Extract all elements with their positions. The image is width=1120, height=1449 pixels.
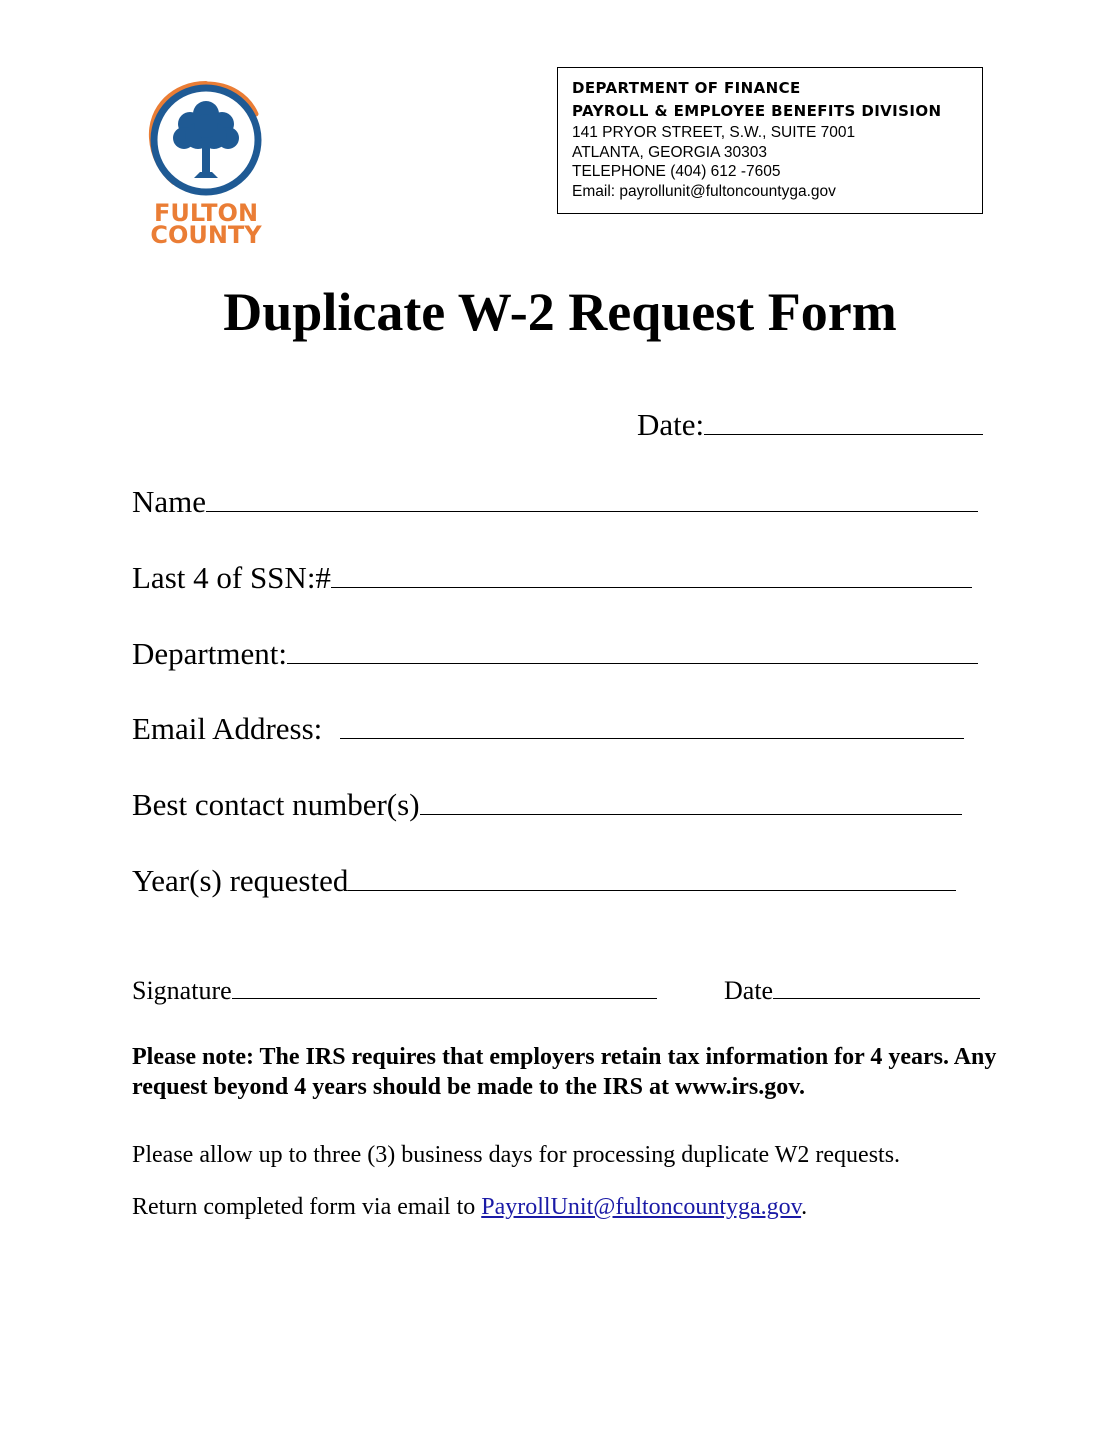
header-email: Email: payrollunit@fultoncountyga.gov <box>572 182 836 200</box>
telephone: TELEPHONE (404) 612 -7605 <box>572 163 781 180</box>
name-field[interactable] <box>132 481 978 520</box>
contact-line[interactable] <box>420 784 962 815</box>
email-field[interactable] <box>132 708 964 747</box>
ssn-label: Last 4 of SSN:# <box>132 560 331 595</box>
contact-label: Best contact number(s) <box>132 787 420 822</box>
logo-text-county: COUNTY <box>150 221 262 249</box>
payroll-email-link[interactable]: PayrollUnit@fultoncountyga.gov <box>481 1194 802 1220</box>
department-label: Department: <box>132 636 287 671</box>
signature-date-line[interactable] <box>773 974 980 999</box>
name-line[interactable] <box>206 481 978 512</box>
street-address: 141 PRYOR STREET, S.W., SUITE 7001 <box>572 124 856 141</box>
logo-text-fulton: FULTON <box>153 199 259 227</box>
city-state-zip: ATLANTA, GEORGIA 30303 <box>572 143 767 161</box>
signature-label: Signature <box>132 976 232 1005</box>
return-prefix: Return completed form via email to <box>132 1194 482 1220</box>
department-field[interactable] <box>132 633 978 672</box>
tree-icon <box>144 78 268 198</box>
return-suffix: . <box>801 1194 808 1220</box>
signature-date-field[interactable] <box>724 974 980 1006</box>
return-instructions <box>132 1192 807 1222</box>
page-title: Duplicate W-2 Request Form <box>223 282 897 342</box>
division-name: PAYROLL & EMPLOYEE BENEFITS DIVISION <box>572 102 942 120</box>
department-address-box <box>557 67 983 214</box>
email-label: Email Address: <box>132 711 323 746</box>
fulton-county-logo <box>144 78 268 249</box>
email-line[interactable] <box>340 708 964 739</box>
ssn-line[interactable] <box>331 557 972 588</box>
date-line[interactable] <box>704 404 983 435</box>
date-field[interactable] <box>637 404 983 443</box>
processing-note: Please allow up to three (3) business days for processing duplicate W2 requests. <box>132 1142 901 1168</box>
department-line[interactable] <box>287 633 978 664</box>
name-label: Name <box>132 484 207 519</box>
contact-field[interactable] <box>132 784 962 823</box>
years-field[interactable] <box>132 860 956 899</box>
irs-note: Please note: The IRS requires that employers retain tax information for 4 years. Any request beyond 4 years should be made to the IRS at www.irs.gov. <box>132 1044 997 1100</box>
ssn-field[interactable] <box>132 557 972 596</box>
years-label: Year(s) requested <box>132 863 349 898</box>
signature-line[interactable] <box>232 974 657 999</box>
date-label: Date: <box>637 407 705 442</box>
signature-date-label: Date <box>724 976 774 1005</box>
years-line[interactable] <box>348 860 956 891</box>
department-name: DEPARTMENT OF FINANCE <box>572 79 801 97</box>
signature-field[interactable] <box>132 974 657 1006</box>
